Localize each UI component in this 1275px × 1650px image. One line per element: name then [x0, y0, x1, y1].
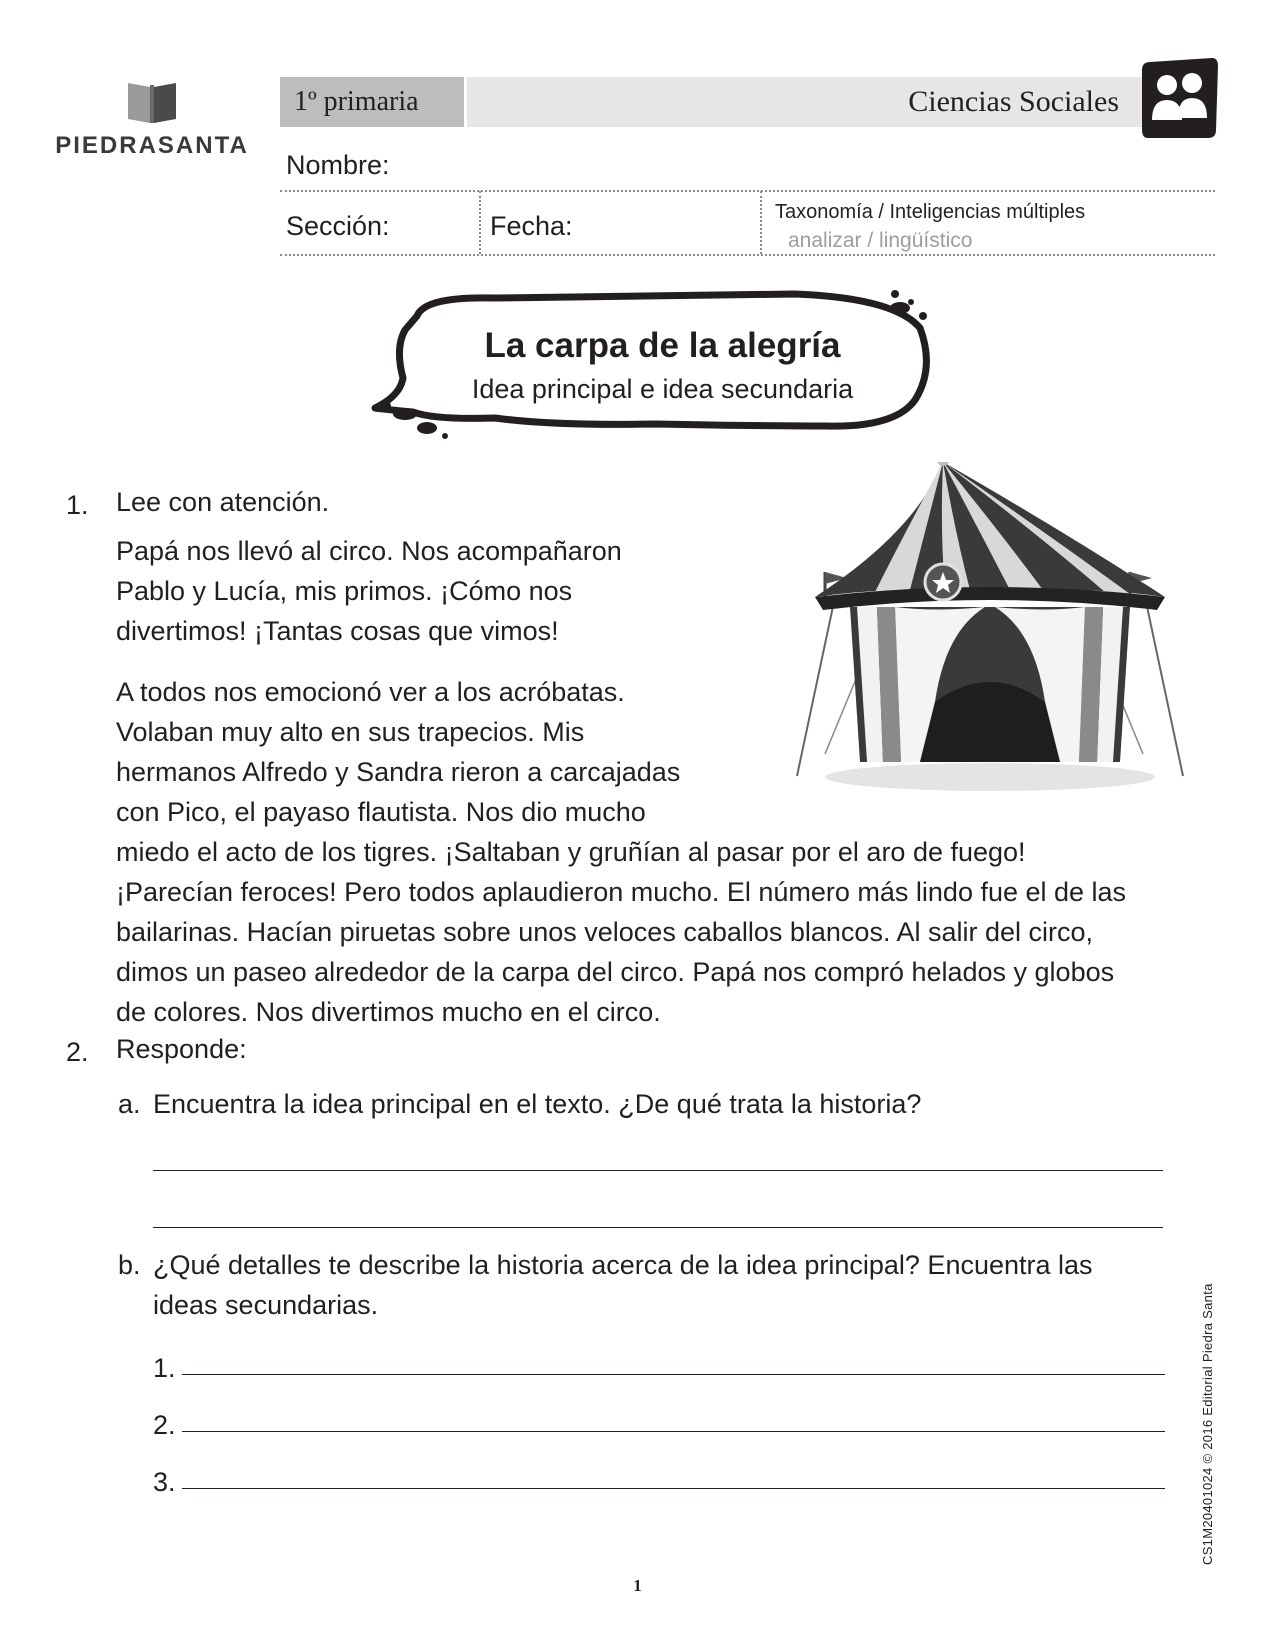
name-label: Nombre: — [286, 150, 390, 180]
divider — [760, 191, 762, 254]
story-line: Papá nos llevó al circo. Nos acompañaron — [116, 536, 622, 566]
divider — [280, 254, 1215, 256]
story-line: miedo el acto de los tigres. ¡Saltaban y gruñían al pasar por el aro de fuego! — [116, 837, 1026, 867]
answer-line[interactable] — [182, 1488, 1165, 1489]
question-b-line: ¿Qué detalles te describe la historia acerca de la idea principal? Encuentra las — [153, 1250, 1093, 1280]
answer-item-number: 3. — [153, 1467, 176, 1497]
question-number: 2. — [66, 1037, 89, 1067]
book-icon — [124, 77, 180, 125]
divider — [479, 191, 481, 254]
question-instruction: Lee con atención. — [116, 487, 330, 517]
answer-item-number: 2. — [153, 1410, 176, 1440]
story-line: A todos nos emocionó ver a los acróbatas. — [116, 677, 625, 707]
answer-line[interactable] — [153, 1170, 1163, 1171]
story-line: dimos un paseo alrededor de la carpa del circo. Papá nos compró helados y globos — [116, 957, 1115, 987]
story-line: Pablo y Lucía, mis primos. ¡Cómo nos — [116, 576, 573, 606]
people-icon — [1140, 58, 1220, 140]
story-line: divertimos! ¡Tantas cosas que vimos! — [116, 616, 559, 646]
date-label: Fecha: — [490, 211, 573, 241]
item-marker: a. — [118, 1089, 141, 1119]
story-line: bailarinas. Hacían piruetas sobre unos veloces caballos blancos. Al salir del circo, — [116, 917, 1094, 947]
taxonomy-values: analizar / lingüístico — [788, 229, 973, 252]
story-line: hermanos Alfredo y Sandra rieron a carcajadas — [116, 757, 681, 787]
answer-line[interactable] — [153, 1227, 1163, 1228]
question-instruction: Responde: — [116, 1034, 247, 1064]
answer-line[interactable] — [182, 1431, 1165, 1432]
publisher-logo — [52, 72, 252, 162]
divider — [280, 190, 1215, 192]
story-line: con Pico, el payaso flautista. Nos dio mucho — [116, 797, 646, 827]
brand-name: PIEDRASANTA — [55, 132, 249, 159]
question-b-line: ideas secundarias. — [153, 1290, 379, 1320]
story-line: ¡Parecían feroces! Pero todos aplaudieron mucho. El número más lindo fue el de las — [116, 877, 1127, 907]
title-banner — [355, 288, 970, 448]
story-line: Volaban muy alto en sus trapecios. Mis — [116, 717, 585, 747]
answer-line[interactable] — [182, 1374, 1165, 1375]
section-label: Sección: — [286, 211, 390, 241]
subject-title: Ciencias Sociales — [467, 77, 1147, 127]
story-paragraph — [116, 531, 622, 651]
question-a-text: Encuentra la idea principal en el texto. ¿De qué trata la historia? — [153, 1089, 922, 1119]
copyright-code: CS1M20401024 © 2016 Editorial Piedra Santa — [1200, 1283, 1215, 1565]
grade-label: 1º primaria — [280, 77, 464, 127]
page-number: 1 — [633, 1576, 642, 1595]
story-paragraph — [116, 672, 1126, 1032]
question-b-text — [153, 1245, 1093, 1325]
question-number: 1. — [66, 490, 89, 520]
taxonomy-title: Taxonomía / Inteligencias múltiples — [775, 201, 1086, 223]
answer-item-number: 1. — [153, 1353, 176, 1383]
page-subtitle: Idea principal e idea secundaria — [471, 374, 854, 404]
page-title: La carpa de la alegría — [484, 326, 841, 365]
story-line: de colores. Nos divertimos mucho en el circo. — [116, 997, 661, 1027]
item-marker: b. — [118, 1250, 141, 1280]
